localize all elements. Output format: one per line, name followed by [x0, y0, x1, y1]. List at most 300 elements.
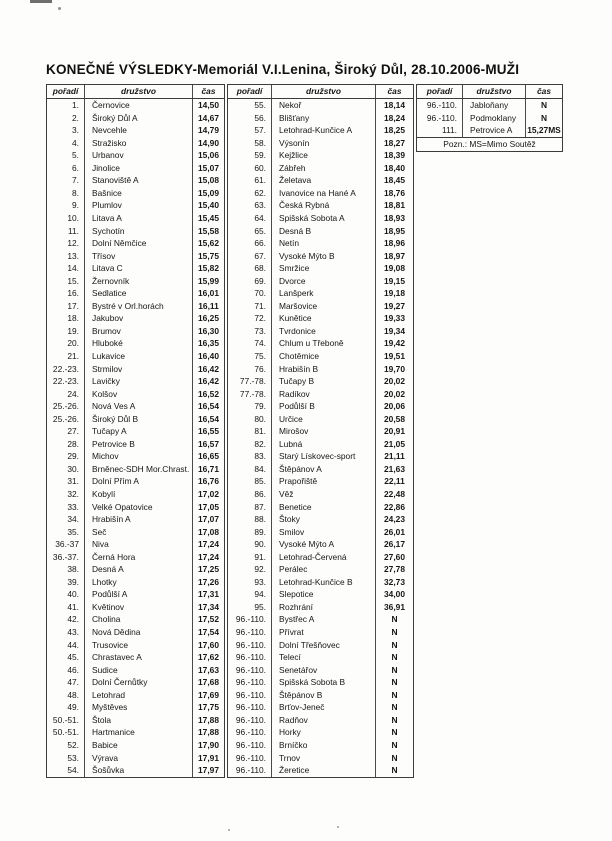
rank-cell: 10.: [47, 212, 85, 225]
time-cell: 15,27MS: [527, 125, 561, 136]
rank-cell: 22.-23.: [47, 375, 85, 388]
rank-cell: 34.: [47, 513, 85, 526]
rank-cell: 14.: [47, 262, 85, 275]
time-cell: 17,62: [198, 652, 219, 663]
rank-cell: 33.: [47, 501, 85, 514]
time-cell: 17,24: [198, 539, 219, 550]
team-cell: Seč: [85, 526, 193, 539]
rank-cell: 22.-23.: [47, 362, 85, 375]
time-cell: 36,91: [384, 601, 405, 612]
team-cell: Strmilov: [85, 362, 193, 375]
rank-cell: 20.: [47, 337, 85, 350]
team-cell: Štola: [85, 714, 193, 727]
time-cell: N: [391, 664, 398, 675]
time-cell: N: [391, 752, 398, 763]
team-cell: Petrovice A: [463, 124, 526, 137]
team-cell: Štěpánov A: [272, 463, 376, 476]
table-row: [228, 137, 413, 150]
table-row: [47, 237, 224, 250]
rank-cell: 86.: [228, 488, 272, 501]
time-cell: 22,86: [384, 501, 405, 512]
table-row: [228, 664, 413, 677]
team-cell: Žernovník: [85, 275, 193, 288]
team-cell: Černá Hora: [85, 551, 193, 564]
time-cell: 18,96: [384, 238, 405, 249]
table-row: [47, 400, 224, 413]
rank-cell: 13.: [47, 250, 85, 263]
rank-cell: 17.: [47, 300, 85, 313]
rank-cell: 74.: [228, 337, 272, 350]
rank-cell: 96.-110.: [228, 689, 272, 702]
team-cell: Nová Dědina: [85, 626, 193, 639]
table-row: [228, 764, 413, 777]
team-cell: Letohrad-Kunčice A: [272, 124, 376, 137]
table-row: [47, 563, 224, 576]
rank-cell: 18.: [47, 312, 85, 325]
team-cell: Kolšov: [85, 388, 193, 401]
team-cell: Želetava: [272, 174, 376, 187]
time-cell: 20,06: [384, 401, 405, 412]
rank-cell: 76.: [228, 362, 272, 375]
table-row: [47, 212, 224, 225]
rank-cell: 96.-110.: [228, 613, 272, 626]
table-row: [228, 726, 413, 739]
time-cell: 18,14: [384, 100, 405, 111]
table-row: [228, 112, 413, 125]
table-row: [47, 275, 224, 288]
time-cell: 17,31: [198, 589, 219, 600]
rank-column-header: pořadí: [228, 85, 272, 98]
time-cell: 18,25: [384, 125, 405, 136]
table-row: [228, 639, 413, 652]
team-cell: Bystré v Orl.horách: [85, 300, 193, 313]
time-column-header: čas: [201, 86, 216, 97]
team-cell: Lhotky: [85, 576, 193, 589]
team-cell: Telecí: [272, 651, 376, 664]
rank-cell: 59.: [228, 149, 272, 162]
scan-artifact-speck: [58, 7, 61, 10]
rank-cell: 77.-78.: [228, 388, 272, 401]
rank-cell: 47.: [47, 676, 85, 689]
time-cell: 16,42: [198, 376, 219, 387]
time-cell: 18,81: [384, 200, 405, 211]
rank-cell: 62.: [228, 187, 272, 200]
time-cell: 17,26: [198, 576, 219, 587]
team-cell: Vysoké Mýto A: [272, 538, 376, 551]
time-cell: 27,78: [384, 564, 405, 575]
rank-cell: 96.-110.: [228, 664, 272, 677]
time-cell: 17,69: [198, 689, 219, 700]
time-cell: 15,07: [198, 162, 219, 173]
table-row: [47, 676, 224, 689]
team-cell: Tvrdonice: [272, 325, 376, 338]
rank-cell: 50.-51.: [47, 714, 85, 727]
rank-cell: 3.: [47, 124, 85, 137]
table-row: [228, 751, 413, 764]
team-cell: Štěpánov B: [272, 689, 376, 702]
table-row: [47, 300, 224, 313]
table-row: [47, 312, 224, 325]
team-cell: Trusovice: [85, 639, 193, 652]
table-row: [47, 551, 224, 564]
time-cell: 15,62: [198, 238, 219, 249]
rank-cell: 61.: [228, 174, 272, 187]
team-cell: Černovice: [85, 99, 193, 112]
table-row: [228, 350, 413, 363]
table-row: [47, 726, 224, 739]
time-cell: 16,30: [198, 325, 219, 336]
team-cell: Benetice: [272, 501, 376, 514]
time-cell: N: [391, 689, 398, 700]
table-row: [47, 751, 224, 764]
team-cell: Přívrat: [272, 626, 376, 639]
team-cell: Zábřeh: [272, 162, 376, 175]
rank-cell: 1.: [47, 99, 85, 112]
table-row: [47, 739, 224, 752]
time-cell: 16,11: [198, 300, 219, 311]
table-row: [228, 588, 413, 601]
time-cell: 15,58: [198, 225, 219, 236]
team-cell: Chlum u Třeboně: [272, 337, 376, 350]
time-cell: 17,34: [198, 601, 219, 612]
table-row: [228, 237, 413, 250]
team-cell: Spišská Sobota B: [272, 676, 376, 689]
time-cell: 17,60: [198, 639, 219, 650]
table-row: [228, 701, 413, 714]
time-cell: N: [391, 652, 398, 663]
time-cell: N: [391, 702, 398, 713]
table-row: [417, 112, 562, 125]
time-cell: 16,35: [198, 338, 219, 349]
team-cell: Sychotín: [85, 224, 193, 237]
rank-cell: 2.: [47, 112, 85, 125]
time-cell: 24,23: [384, 514, 405, 525]
rank-cell: 96.-110.: [228, 651, 272, 664]
table-row: [228, 325, 413, 338]
rank-cell: 35.: [47, 526, 85, 539]
table-row: [228, 388, 413, 401]
team-cell: Velké Opatovice: [85, 501, 193, 514]
rank-cell: 21.: [47, 350, 85, 363]
table-row: [47, 475, 224, 488]
team-cell: Mirošov: [272, 425, 376, 438]
time-cell: 16,01: [198, 288, 219, 299]
table-row: [47, 588, 224, 601]
time-cell: 15,06: [198, 150, 219, 161]
rank-cell: 92.: [228, 563, 272, 576]
rank-cell: 42.: [47, 613, 85, 626]
team-cell: Slepotice: [272, 588, 376, 601]
team-cell: Jabloňany: [463, 99, 526, 112]
rank-cell: 57.: [228, 124, 272, 137]
rank-cell: 65.: [228, 224, 272, 237]
rank-cell: 96.-110.: [228, 676, 272, 689]
table-body: [417, 99, 562, 137]
rank-cell: 111.: [417, 124, 463, 137]
team-cell: Letohrad-Kunčice B: [272, 576, 376, 589]
rank-cell: 60.: [228, 162, 272, 175]
time-cell: 17,91: [198, 752, 219, 763]
table-row: [47, 224, 224, 237]
time-cell: 16,54: [198, 401, 219, 412]
scan-artifact-dash: [30, 0, 52, 3]
rank-cell: 36.-37: [47, 538, 85, 551]
team-cell: Brťov-Jeneč: [272, 701, 376, 714]
table-row: [228, 337, 413, 350]
rank-cell: 9.: [47, 199, 85, 212]
table-row: [47, 137, 224, 150]
time-cell: 15,99: [198, 275, 219, 286]
rank-cell: 66.: [228, 237, 272, 250]
team-cell: Stražisko: [85, 137, 193, 150]
team-cell: Lubná: [272, 438, 376, 451]
table-row: [228, 199, 413, 212]
team-cell: Petrovice B: [85, 438, 193, 451]
team-cell: Podůlší A: [85, 588, 193, 601]
team-column-header: družstvo: [272, 85, 376, 98]
rank-column-header: pořadí: [417, 85, 463, 98]
rank-cell: 88.: [228, 513, 272, 526]
time-cell: 18,76: [384, 187, 405, 198]
rank-cell: 96.-110.: [228, 751, 272, 764]
rank-cell: 77.-78.: [228, 375, 272, 388]
time-cell: 18,45: [384, 175, 405, 186]
table-row: [228, 714, 413, 727]
time-cell: 17,88: [198, 714, 219, 725]
table-row: [228, 224, 413, 237]
rank-cell: 4.: [47, 137, 85, 150]
team-cell: Urbanov: [85, 149, 193, 162]
time-cell: 16,40: [198, 351, 219, 361]
time-cell: N: [391, 677, 398, 688]
team-cell: Lavičky: [85, 375, 193, 388]
time-cell: 19,08: [384, 263, 405, 274]
table-body: [47, 99, 224, 777]
rank-cell: 95.: [228, 601, 272, 614]
table-row: [228, 676, 413, 689]
time-cell: 18,39: [384, 150, 405, 161]
table-row: [47, 576, 224, 589]
table-row: [47, 601, 224, 614]
time-cell: 14,79: [198, 125, 219, 136]
rank-cell: 73.: [228, 325, 272, 338]
table-row: [228, 450, 413, 463]
team-cell: Letohrad: [85, 689, 193, 702]
table-row: [228, 739, 413, 752]
time-cell: 20,58: [384, 413, 405, 424]
table-row: [47, 124, 224, 137]
team-cell: Jakubov: [85, 312, 193, 325]
team-cell: Kobylí: [85, 488, 193, 501]
team-cell: Lukavice: [85, 350, 193, 363]
rank-cell: 56.: [228, 112, 272, 125]
time-cell: 18,27: [384, 137, 405, 148]
team-cell: Litava A: [85, 212, 193, 225]
time-cell: N: [391, 627, 398, 638]
rank-cell: 53.: [47, 751, 85, 764]
table-row: [47, 287, 224, 300]
team-cell: Věž: [272, 488, 376, 501]
table-row: [228, 413, 413, 426]
rank-cell: 49.: [47, 701, 85, 714]
rank-cell: 69.: [228, 275, 272, 288]
table-row: [47, 262, 224, 275]
team-cell: Trnov: [272, 751, 376, 764]
rank-cell: 91.: [228, 551, 272, 564]
time-cell: 15,40: [198, 200, 219, 211]
team-cell: Letohrad-Červená: [272, 551, 376, 564]
time-cell: N: [391, 727, 398, 738]
time-cell: 20,02: [384, 376, 405, 387]
time-cell: 16,25: [198, 313, 219, 324]
time-cell: 21,05: [384, 438, 405, 449]
table-row: [228, 538, 413, 551]
table-row: [47, 425, 224, 438]
table-row: [47, 701, 224, 714]
team-cell: Dvorce: [272, 275, 376, 288]
time-cell: 19,27: [384, 300, 405, 311]
table-row: [47, 501, 224, 514]
table-body: [228, 99, 413, 777]
table-header-row: [47, 85, 224, 99]
rank-cell: 64.: [228, 212, 272, 225]
rank-cell: 31.: [47, 475, 85, 488]
table-row: [47, 664, 224, 677]
team-cell: Květinov: [85, 601, 193, 614]
time-cell: N: [540, 112, 548, 123]
rank-cell: 48.: [47, 689, 85, 702]
team-cell: Radňov: [272, 714, 376, 727]
table-row: [47, 488, 224, 501]
time-cell: 17,07: [198, 514, 219, 525]
team-cell: Dolní Přím A: [85, 475, 193, 488]
rank-cell: 87.: [228, 501, 272, 514]
team-cell: Cholina: [85, 613, 193, 626]
team-cell: Radíkov: [272, 388, 376, 401]
table-row: [228, 501, 413, 514]
table-row: [47, 450, 224, 463]
table-row: [47, 513, 224, 526]
team-cell: Nová Ves A: [85, 400, 193, 413]
rank-cell: 96.-110.: [228, 626, 272, 639]
table-row: [228, 124, 413, 137]
rank-cell: 96.-110.: [228, 714, 272, 727]
table-row: [228, 689, 413, 702]
rank-cell: 52.: [47, 739, 85, 752]
table-row: [47, 162, 224, 175]
team-cell: Žeretice: [272, 764, 376, 777]
rank-cell: 36.-37.: [47, 551, 85, 564]
time-cell: 17,08: [198, 526, 219, 537]
table-row: [47, 325, 224, 338]
team-cell: Výsonín: [272, 137, 376, 150]
table-row: [228, 262, 413, 275]
rank-cell: 19.: [47, 325, 85, 338]
team-cell: Určice: [272, 413, 376, 426]
team-cell: Michov: [85, 450, 193, 463]
time-cell: 16,71: [198, 463, 219, 474]
rank-cell: 75.: [228, 350, 272, 363]
team-cell: Babice: [85, 739, 193, 752]
table-row: [228, 375, 413, 388]
page-title: KONEČNÉ VÝSLEDKY-Memoriál V.I.Lenina, Široký Důl, 28.10.2006-MUŽI: [46, 62, 520, 77]
table-row: [228, 275, 413, 288]
team-cell: Sudice: [85, 664, 193, 677]
table-row: [228, 300, 413, 313]
team-cell: Dolní Němčice: [85, 237, 193, 250]
rank-cell: 96.-110.: [228, 739, 272, 752]
rank-cell: 96.-110.: [228, 764, 272, 777]
team-cell: Desná B: [272, 224, 376, 237]
team-cell: Brněnec-SDH Mor.Chrast.: [85, 463, 193, 476]
rank-cell: 6.: [47, 162, 85, 175]
time-cell: 19,70: [384, 363, 405, 374]
team-cell: Nekoř: [272, 99, 376, 112]
team-cell: Senetářov: [272, 664, 376, 677]
table-row: [417, 124, 562, 137]
team-cell: Výrava: [85, 751, 193, 764]
team-cell: Lanšperk: [272, 287, 376, 300]
team-cell: Niva: [85, 538, 193, 551]
rank-cell: 96.-110.: [228, 726, 272, 739]
table-row: [47, 350, 224, 363]
table-row: [228, 212, 413, 225]
rank-cell: 83.: [228, 450, 272, 463]
rank-cell: 15.: [47, 275, 85, 288]
team-cell: Podmoklany: [463, 112, 526, 125]
rank-cell: 41.: [47, 601, 85, 614]
time-cell: 19,42: [384, 338, 405, 349]
table-row: [47, 613, 224, 626]
time-cell: 14,50: [198, 100, 219, 111]
table-row: [47, 199, 224, 212]
team-cell: Ivanovice na Hané A: [272, 187, 376, 200]
time-cell: 26,01: [384, 526, 405, 537]
time-cell: 14,90: [198, 137, 219, 148]
rank-cell: 43.: [47, 626, 85, 639]
team-cell: Myštěves: [85, 701, 193, 714]
time-cell: 21,11: [384, 451, 405, 462]
time-cell: N: [540, 100, 548, 111]
time-cell: 15,75: [198, 250, 219, 261]
time-cell: 19,51: [384, 351, 405, 361]
rank-cell: 70.: [228, 287, 272, 300]
rank-cell: 38.: [47, 563, 85, 576]
time-column-header: čas: [387, 86, 402, 97]
table-row: [47, 626, 224, 639]
rank-cell: 12.: [47, 237, 85, 250]
time-cell: N: [391, 614, 398, 625]
rank-cell: 50.-51.: [47, 726, 85, 739]
table-row: [228, 438, 413, 451]
team-cell: Tučapy A: [85, 425, 193, 438]
team-cell: Nevcehle: [85, 124, 193, 137]
time-cell: N: [391, 739, 398, 750]
time-cell: 16,55: [198, 426, 219, 437]
time-cell: 14,67: [198, 112, 219, 123]
table-row: [47, 337, 224, 350]
time-cell: 15,08: [198, 175, 219, 186]
time-cell: 15,09: [198, 187, 219, 198]
team-column-header: družstvo: [463, 85, 526, 98]
rank-cell: 68.: [228, 262, 272, 275]
rank-cell: 79.: [228, 400, 272, 413]
rank-cell: 5.: [47, 149, 85, 162]
rank-cell: 11.: [47, 224, 85, 237]
rank-cell: 40.: [47, 588, 85, 601]
rank-cell: 82.: [228, 438, 272, 451]
time-cell: 17,97: [198, 765, 219, 776]
